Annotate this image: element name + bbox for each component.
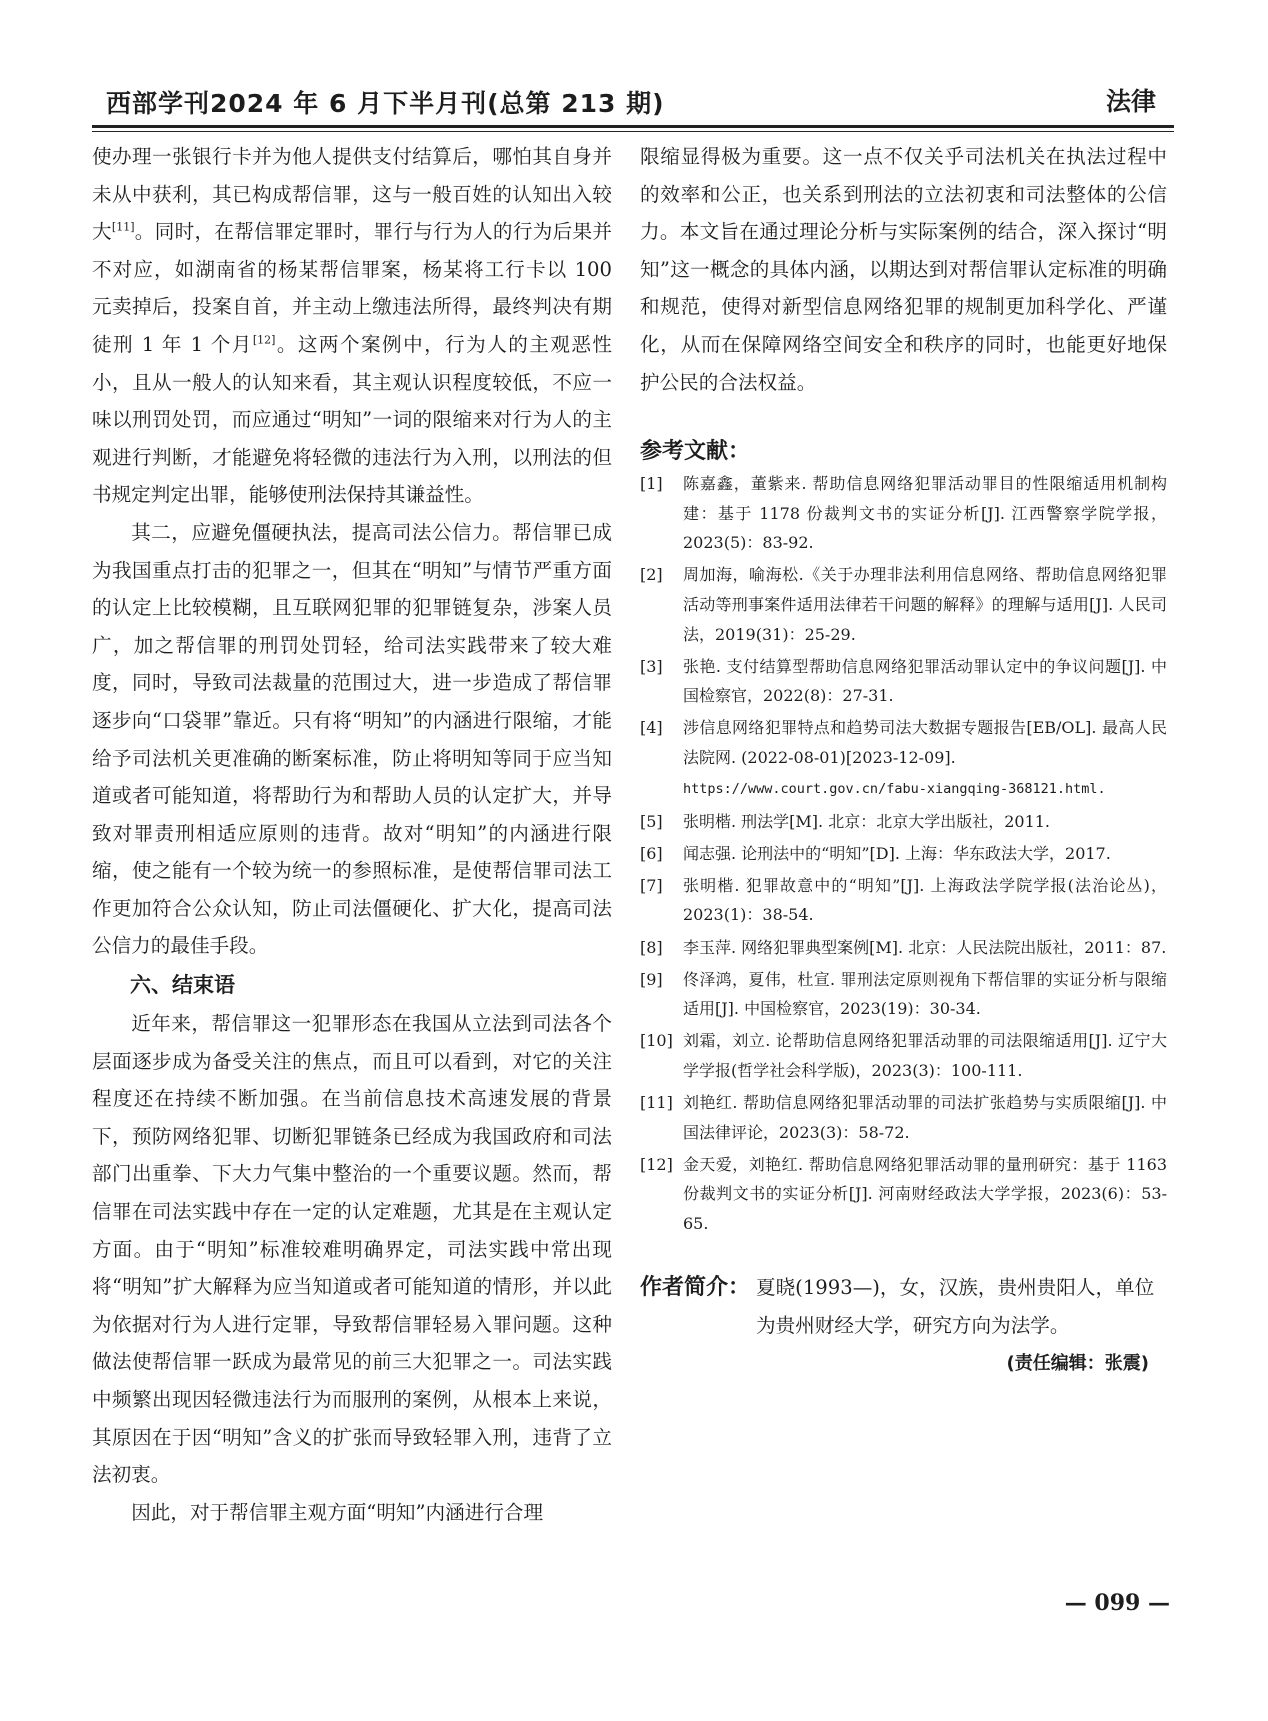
- header-rule-thin: [92, 131, 1174, 132]
- reference-number: [10]: [640, 1031, 673, 1051]
- paragraph-text: 。同时，在帮信罪定罪时，罪行与行为人的行为后果并不对应，如湖南省的杨某帮信罪案，杨某将工行卡以 100 元卖掉后，投案自首，并主动上缴违法所得，最终判决有期徒刑 1 年 1 个月: [92, 220, 613, 356]
- reference-number: [6]: [640, 843, 663, 863]
- author-bio-text: 夏晓(1993—)，女，汉族，贵州贵阳人，单位为贵州财经大学，研究方向为法学。: [756, 1275, 1155, 1337]
- author-bio: [640, 1269, 1167, 1345]
- reference-item: [640, 1088, 1167, 1147]
- reference-text: 陈嘉鑫，董紫来. 帮助信息网络犯罪活动罪目的性限缩适用机制构建：基于 1178 份裁判文书的实证分析[J]. 江西警察学院学报，2023(5)：83-92.: [683, 474, 1167, 553]
- citation-11: [11]: [111, 220, 135, 234]
- paragraph-text: 。这两个案例中，行为人的主观恶性小，且从一般人的认知来看，其主观认识程度较低，不应一味以刑罚处罚，而应通过“明知”一词的限缩来对行为人的主观进行判断，才能避免将轻微的违法行为入刑，以刑法的但书规定判定出罪，能够使刑法保持其谦益性。: [92, 332, 612, 507]
- references-list: [640, 469, 1167, 1238]
- reference-text: 刘霜，刘立. 论帮助信息网络犯罪活动罪的司法限缩适用[J]. 辽宁大学学报(哲学社会科学版)，2023(3)：100-111.: [683, 1031, 1167, 1080]
- reference-number: [12]: [640, 1154, 673, 1174]
- references-heading: 参考文献：: [640, 439, 751, 465]
- body-paragraph: 其二，应避免僵硬执法，提高司法公信力。帮信罪已成为我国重点打击的犯罪之一，但其在“明知”与情节严重方面的认定上比较模糊，且互联网犯罪的犯罪链复杂，涉案人员广，加之帮信罪的刑罚处罚轻，给司法实践带来了较大难度，同时，导致司法裁量的范围过大，进一步造成了帮信罪逐步向“口袋罪”靠近。只有将“明知”的内涵进行限缩，才能给予司法机关更准确的断案标准，防止将明知等同于应当知道或者可能知道，将帮助行为和帮助人员的认定扩大，并导致对罪责刑相适应原则的违背。故对“明知”的内涵进行限缩，使之能有一个较为统一的参照标准，是使帮信罪司法工作更加符合公众认知，防止司法僵硬化、扩大化，提高司法公信力的最佳手段。: [92, 520, 612, 958]
- journal-title: 西部学刊2024 年 6 月下半月刊(总第 213 期): [106, 89, 665, 118]
- reference-number: [7]: [640, 875, 663, 895]
- header-rule-thick: [92, 125, 1174, 128]
- body-paragraph: 近年来，帮信罪这一犯罪形态在我国从立法到司法各个层面逐步成为备受关注的焦点，而且可以看到，对它的关注程度还在持续不断加强。在当前信息技术高速发展的背景下，预防网络犯罪、切断犯罪链条已经成为我国政府和司法部门出重拳、下大力气集中整治的一个重要议题。然而，帮信罪在司法实践中存在一定的认定难题，尤其是在主观认定方面。由于“明知”标准较难明确界定，司法实践中常出现将“明知”扩大解释为应当知道或者可能知道的情形，并以此为依据对行为人进行定罪，导致帮信罪轻易入罪问题。这种做法使帮信罪一跃成为最常见的前三大犯罪之一。司法实践中频繁出现因轻微违法行为而服刑的案例，从根本上来说，其原因在于因“明知”含义的扩张而导致轻罪入刑，违背了立法初衷。: [92, 1012, 612, 1487]
- author-bio-label: 作者简介：: [640, 1274, 751, 1300]
- right-column: [640, 138, 1167, 1383]
- citation-12: [12]: [252, 333, 276, 347]
- reference-url: https://www.court.gov.cn/fabu-xiangqing-368121.html.: [683, 780, 1106, 797]
- reference-item: [640, 839, 1167, 869]
- reference-number: [5]: [640, 811, 663, 831]
- reference-item: [640, 713, 1167, 804]
- paragraph-text: 使办理一张银行卡并为他人提供支付结算后，哪怕其自身并未从中获利，其已构成帮信罪，这与一般百姓的认知出入较大: [92, 145, 612, 244]
- reference-number: [2]: [640, 565, 663, 585]
- responsible-editor: (责任编辑：张震): [1006, 1352, 1149, 1374]
- body-paragraph: 因此，对于帮信罪主观方面“明知”内涵进行合理: [131, 1500, 544, 1524]
- reference-text: 张明楷. 刑法学[M]. 北京：北京大学出版社，2011.: [683, 811, 1051, 831]
- reference-number: [9]: [640, 969, 663, 989]
- reference-item: [640, 933, 1167, 963]
- reference-text: 李玉萍. 网络犯罪典型案例[M]. 北京：人民法院出版社，2011：87.: [683, 937, 1167, 957]
- reference-text: 张艳. 支付结算型帮助信息网络犯罪活动罪认定中的争议问题[J]. 中国检察官，2022(8)：27-31.: [683, 656, 1167, 706]
- reference-text: 刘艳红. 帮助信息网络犯罪活动罪的司法扩张趋势与实质限缩[J]. 中国法律评论，2023(3)：58-72.: [683, 1093, 1167, 1142]
- reference-text: 金天爱，刘艳红. 帮助信息网络犯罪活动罪的量刑研究：基于 1163 份裁判文书的实证分析[J]. 河南财经政法大学学报，2023(6)：53-65.: [683, 1154, 1167, 1233]
- reference-item: [640, 965, 1167, 1024]
- section-tag: 法律: [1105, 87, 1156, 116]
- left-column: [92, 138, 612, 1531]
- reference-item: [640, 1150, 1167, 1239]
- reference-number: [3]: [640, 656, 663, 676]
- reference-item: [640, 1026, 1167, 1085]
- reference-text: 佟泽鸿，夏伟，杜宣. 罪刑法定原则视角下帮信罪的实证分析与限缩适用[J]. 中国检察官，2023(19)：30-34.: [683, 969, 1167, 1019]
- reference-text: 涉信息网络犯罪特点和趋势司法大数据专题报告[EB/OL]. 最高人民法院网. (2022-08-01)[2023-12-09].: [683, 718, 1167, 767]
- reference-item: [640, 652, 1167, 711]
- reference-item: [640, 807, 1167, 837]
- page-number: — 099 —: [1064, 1590, 1170, 1616]
- reference-text: 闻志强. 论刑法中的“明知”[D]. 上海：华东政法大学，2017.: [683, 843, 1111, 863]
- body-paragraph: 限缩显得极为重要。这一点不仅关乎司法机关在执法过程中的效率和公正，也关系到刑法的立法初衷和司法整体的公信力。本文旨在通过理论分析与实际案例的结合，深入探讨“明知”这一概念的具体内涵，以期达到对帮信罪认定标准的明确和规范，使得对新型信息网络犯罪的规制更加科学化、严谨化，从而在保障网络空间安全和秩序的同时，也能更好地保护公民的合法权益。: [640, 145, 1167, 394]
- reference-number: [1]: [640, 474, 663, 494]
- reference-item: [640, 469, 1167, 558]
- body-paragraph: [92, 138, 612, 514]
- reference-item: [640, 871, 1167, 930]
- reference-number: [4]: [640, 718, 663, 738]
- section-heading-conclusion: 六、结束语: [130, 973, 235, 998]
- reference-number: [8]: [640, 937, 663, 957]
- page-header: [92, 76, 1174, 132]
- reference-text: 张明楷. 犯罪故意中的“明知”[J]. 上海政法学院学报(法治论丛)，2023(1)：38-54.: [683, 875, 1167, 925]
- reference-item: [640, 560, 1167, 649]
- reference-number: [11]: [640, 1093, 673, 1113]
- reference-text: 周加海，喻海松.《关于办理非法利用信息网络、帮助信息网络犯罪活动等刑事案件适用法律若干问题的解释》的理解与适用[J]. 人民司法，2019(31)：25-29.: [683, 565, 1167, 644]
